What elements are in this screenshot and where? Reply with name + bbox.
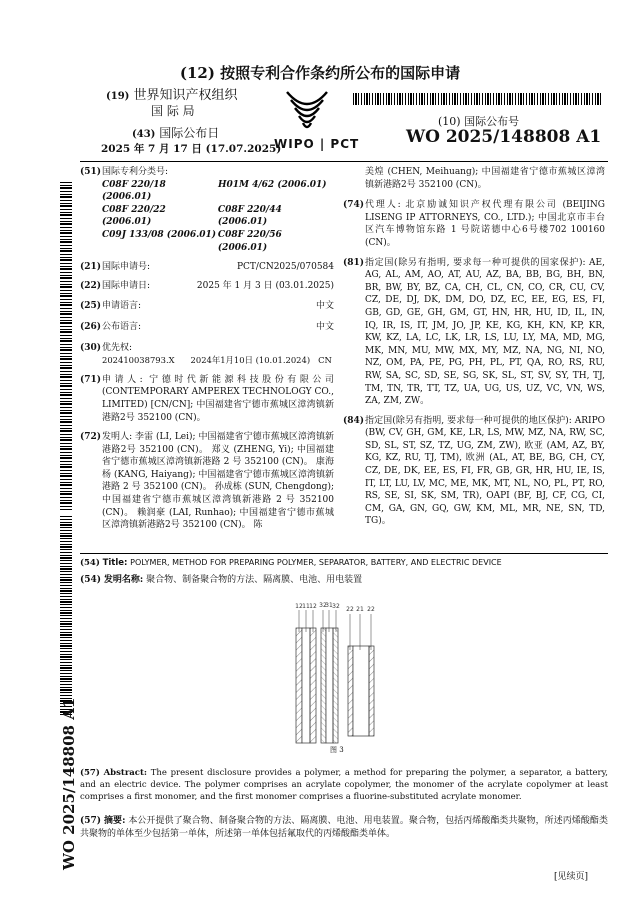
pubno-value: WO 2025/148808 A1: [406, 127, 602, 147]
layer-22a: [348, 646, 353, 736]
regions-code: (84): [343, 415, 365, 426]
inventor-code: (72): [80, 432, 102, 443]
title-zh-code: (54): [80, 575, 102, 585]
figure-3: [270, 598, 430, 758]
ipc-label: 国际专利分类号:: [102, 167, 169, 177]
pubno-label: (10) 国际公布号: [438, 115, 520, 128]
filing-code: (22): [80, 280, 102, 291]
title-zh: [80, 574, 608, 587]
header-divider: [80, 161, 608, 162]
designated-states-section: [343, 257, 605, 408]
title-en-value: POLYMER, METHOD FOR PREPARING POLYMER, SEPARATOR, BATTERY, AND ELECTRIC DEVICE: [130, 558, 502, 567]
title-en-label: Title:: [102, 558, 128, 568]
priority-code: (30): [80, 342, 102, 353]
right-column: [343, 166, 605, 528]
inventor-text: 发明人: 李雷 (LI, Lei); 中国福建省宁德市蕉城区漳湾镇新港路2号 352100 (CN)。 郑义 (ZHENG, Yi); 中国福建省宁德市蕉城区漳湾镇新港路 2 号 352100 (CN)。 康海杨 (KANG, Haiyang); 中国福建省宁德市蕉城区漳湾镇新港路 2 号 352100 (CN)。 孙成栋 (SUN, Chengdong); 中国福建省宁德市蕉城区漳湾镇新港路 2 号 352100 (CN)。 赖润豪 (LAI, Runhao); 中国福建省宁德市蕉城区漳湾镇新港路2号 352100 (CN)。 陈: [102, 432, 334, 531]
ipc-code: (51): [80, 167, 102, 177]
layer-32a: [321, 628, 326, 743]
app-no-code: (21): [80, 262, 102, 273]
publang-label: 公布语言:: [102, 321, 142, 332]
inventor-continued-text: 美煌 (CHEN, Meihuang); 中国福建省宁德市蕉城区漳湾镇新港路2号 352100 (CN)。: [365, 167, 605, 190]
side-publication-number: WO 2025/148808 A1: [60, 697, 78, 870]
abstract-zh-label: 摘要:: [103, 816, 126, 826]
inventor-continued: [343, 166, 605, 191]
figure-caption: 图 3: [330, 746, 344, 754]
layer-22b: [369, 646, 374, 736]
app-no-value: PCT/CN2025/070584: [236, 262, 334, 273]
applicant-code: (71): [80, 374, 102, 385]
abstract-zh-text: 本公开提供了聚合物、制备聚合物的方法、隔离膜、电池、用电装置。聚合物，包括丙烯酸酯类共聚物，所述丙烯酸酯类共聚物的单体至少包括第一单体，所述第一单体包括氟取代的丙烯酸酯类单体。: [80, 816, 608, 839]
document-title: (12) 按照专利合作条约所公布的国际申请: [179, 64, 461, 82]
wipo-pct-text: WIPO | PCT: [274, 137, 360, 151]
left-column: [80, 166, 334, 532]
wipo-emblem-icon: [282, 86, 332, 136]
regions-text: 指定国(除另有指明, 要求每一种可提供的地区保护): ARIPO (BW, CV, GH, GM, KE, LR, LS, MW, MZ, NA, RW, SC, SD, SL, ST, SZ, TZ, UG, ZM, ZW), 欧亚 (AM, AZ, BY, KG, KZ, RU, TJ, TM), 欧洲 (AL, AT, BE, BG, CH, CY, CZ, DE, DK, EE, ES, FI, FR, GB, GR, HR, HU, IE, IS, IT, LT, LU, LV, MC, ME, MK, MT, NL, NO, PL, PT, RO, RS, SE, SI, SK, SM, TR), OAPI (BF, BJ, CF, CG, CI, CM, GA, GN, GQ, GW, KM, ML, MR, NE, SN, TD, TG)。: [365, 415, 605, 527]
applicant-section: [80, 374, 334, 424]
title-en: [80, 557, 608, 569]
ipc-entry: C08F 220/22 (2006.01): [102, 204, 166, 228]
figure-label: 22: [367, 606, 375, 613]
title-divider: [80, 553, 608, 554]
layer-12b: [310, 628, 316, 743]
title-zh-label: 发明名称:: [103, 575, 144, 585]
applicant-text: 申请人: 宁德时代新能源科技股份有限公司 (CONTEMPORARY AMPEREX TECHNOLOGY CO., LIMITED) [CN/CN]; 中国福建省宁德市蕉城区漳湾镇新港路2号 352100 (CN)。: [102, 374, 334, 423]
lang-label: 申请语言:: [102, 301, 142, 312]
ipc-row: [102, 179, 334, 204]
wipo-logo: [282, 86, 332, 136]
title-zh-value: 聚合物、制备聚合物的方法、隔离膜、电池、用电装置: [146, 575, 363, 585]
separator-assembly: [296, 628, 374, 743]
lang-section: [80, 300, 334, 313]
publang-code: (26): [80, 321, 102, 332]
figure-label: 32: [319, 602, 327, 609]
abstract-en-code: (57): [80, 768, 100, 778]
states-text: 指定国(除另有指明, 要求每一种可提供的国家保护): AE, AG, AL, AM, AO, AT, AU, AZ, BA, BB, BG, BH, BN, BR, BW, BY, BZ, CA, CH, CL, CN, CO, CR, CU, CV, CZ, DE, DJ, DK, DM, DO, DZ, EC, EE, EG, ES, FI, GB, GD, GE, GH, GM, GT, HN, HR, HU, ID, IL, IN, IQ, IR, IS, IT, JM, JO, JP, KE, KG, KH, KN, KP, KR, KW, KZ, LA, LC, LK, LR, LS, LU, LY, MA, MD, MG, MK, MN, MU, MW, MX, MY, MZ, NA, NG, NI, NO, NZ, OM, PA, PE, PG, PH, PL, PT, QA, RO, RS, RU, RW, SA, SC, SD, SE, SG, SK, SL, ST, SV, SY, TH, TJ, TM, TN, TR, TT, TZ, UA, UG, US, UZ, VC, VN, WS, ZA, ZM, ZW。: [365, 257, 605, 407]
agent-section: [343, 199, 605, 249]
agent-text: 代理人: 北京励诚知识产权代理有限公司 (BEIJING LISENG IP ATTORNEYS, CO., LTD.); 中国北京市丰台区汽车博物馆东路 1 号院诺德中心6号楼702 100160 (CN)。: [365, 200, 605, 248]
priority-label: 优先权:: [102, 342, 133, 353]
figure-labels: [295, 602, 375, 613]
app-no-label: 国际申请号:: [102, 262, 151, 273]
inventor-section: [80, 431, 334, 532]
ipc-entry: C08F 220/56 (2006.01): [217, 229, 282, 253]
figure-label: 21: [356, 606, 364, 613]
filing-section: [80, 280, 334, 293]
org-block: [106, 84, 238, 103]
side-barcode-top: [60, 180, 72, 510]
org-code: (19): [106, 91, 130, 102]
ipc-row: [102, 229, 334, 254]
figure-label: 32: [332, 603, 340, 610]
pubdate-label: 国际公布日: [159, 126, 220, 140]
ipc-entry: C08F 220/44 (2006.01): [217, 204, 282, 228]
figure-label: 12: [309, 603, 317, 610]
layer-32b: [333, 628, 338, 743]
layer-21: [353, 646, 369, 736]
abstract-zh: [80, 815, 608, 840]
layer-11: [302, 628, 310, 743]
side-barcode-bottom: [60, 515, 72, 715]
agent-code: (74): [343, 200, 365, 211]
figure-label: 12: [295, 603, 303, 610]
publang-section: [80, 321, 334, 334]
title-en-code: (54): [80, 558, 100, 568]
pubdate-code: (43): [132, 129, 156, 140]
publang-value: 中文: [315, 321, 334, 332]
org-name: 世界知识产权组织: [133, 88, 238, 103]
ipc-row: [102, 204, 334, 229]
figure-drawing: [270, 598, 430, 758]
filing-label: 国际申请日:: [102, 280, 151, 291]
abstract-en: [80, 767, 608, 803]
pubdate-value: 2025 年 7 月 17 日 (17.07.2025): [101, 143, 282, 155]
lang-value: 中文: [315, 301, 334, 312]
priority-value: 202410038793.X 2024年1月10日 (10.01.2024) CN: [102, 355, 332, 366]
top-barcode: [353, 93, 603, 105]
figure-label: 31: [325, 602, 333, 609]
lang-code: (25): [80, 301, 102, 312]
continued-note: [见续页]: [554, 872, 589, 882]
designated-regions-section: [343, 415, 605, 528]
ipc-entry: C09J 133/08 (2006.01): [102, 229, 217, 240]
figure-label: 22: [346, 606, 354, 613]
app-no-section: [80, 261, 334, 274]
abstract-en-label: Abstract:: [103, 768, 148, 778]
abstract-zh-code: (57): [80, 816, 102, 826]
ipc-entry: C08F 220/18 (2006.01): [102, 179, 166, 203]
ipc-section: [80, 166, 334, 254]
org-sub: 国 际 局: [151, 104, 195, 118]
pubdate-block: [132, 124, 219, 141]
filing-value: 2025 年 1 月 3 日 (03.01.2025): [196, 280, 334, 291]
priority-section: [80, 342, 334, 367]
layer-31: [326, 628, 333, 743]
layer-12a: [296, 628, 302, 743]
ipc-entry: H01M 4/62 (2006.01): [218, 179, 327, 190]
figure-label: 11: [302, 603, 310, 610]
states-code: (81): [343, 257, 365, 268]
abstract-en-text: The present disclosure provides a polymer, a method for preparing the polymer, a separator, a battery, and an electric device. The polymer comprises an acrylate copolymer, the monomer of the acrylate copolymer at least comprises a first monomer, and the first monomer comprises a fluorine-substituted acrylate monomer.: [80, 768, 608, 802]
